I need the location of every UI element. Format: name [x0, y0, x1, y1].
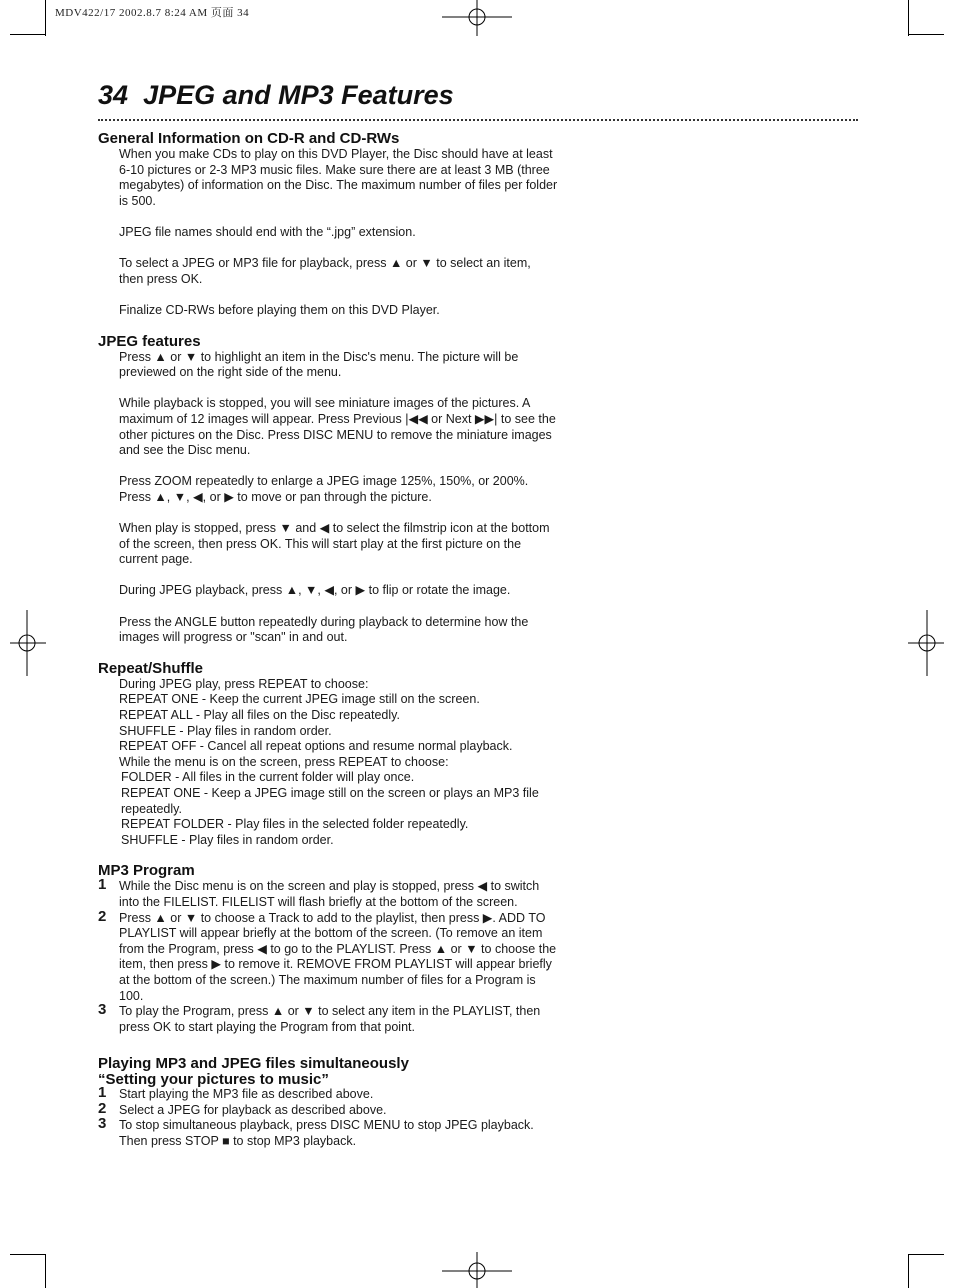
section-subheading: “Setting your pictures to music” [98, 1071, 329, 1089]
step-item [98, 876, 558, 910]
repeat-option: SHUFFLE - Play files in random order. [119, 723, 332, 738]
page-title-text: JPEG and MP3 Features [143, 80, 454, 110]
step-text: Press ▲ or ▼ to choose a Track to add to the playlist, then press ▶. ADD TO PLAYLIST will appear briefly at the bottom of the screen. (To remove an item from the Program, press ◀ to go to the PLAYLIST. Press ▲ or ▼ to choose the item, then press ▶ to remove it. REMOVE FROM PLAYLIST will appear briefly at the bottom of the screen.) The maximum number of files for a Program is 100. [119, 910, 557, 1003]
registration-mark-right [908, 610, 944, 676]
repeat-menu-option: REPEAT ONE - Keep a JPEG image still on the screen or plays an MP3 file repeatedly. [121, 785, 539, 816]
page-content [98, 130, 558, 1156]
step-text: While the Disc menu is on the screen and play is stopped, press ◀ to switch into the FILELIST. FILELIST will flash briefly at the bottom of the screen. [119, 879, 540, 909]
step-number: 3 [98, 1001, 107, 1019]
section-heading: Playing MP3 and JPEG files simultaneously [98, 1055, 409, 1073]
section-jpeg-features [98, 333, 558, 646]
step-number: 3 [98, 1115, 107, 1133]
repeat-menu-option: REPEAT FOLDER - Play files in the selected folder repeatedly. [121, 817, 469, 832]
title-dotted-rule [98, 119, 858, 121]
section-heading: JPEG features [98, 332, 201, 350]
step-text: Select a JPEG for playback as described above. [119, 1102, 387, 1117]
repeat-menu-option: SHUFFLE - Play files in random order. [121, 832, 334, 847]
step-item [98, 1001, 558, 1035]
step-text: Start playing the MP3 file as described above. [119, 1087, 374, 1102]
step-item [98, 1099, 558, 1119]
registration-mark-left [10, 610, 46, 676]
step-item [98, 1084, 558, 1103]
step-number: 1 [98, 1084, 107, 1102]
paragraph: Press ZOOM repeatedly to enlarge a JPEG image 125%, 150%, or 200%. Press ▲, ▼, ◀, or ▶ to move or pan through the picture. [119, 474, 529, 504]
step-number: 1 [98, 876, 107, 894]
repeat-option: REPEAT OFF - Cancel all repeat options and resume normal playback. [119, 739, 513, 754]
section-mp3-program [98, 862, 558, 1035]
section-heading: MP3 Program [98, 862, 195, 880]
paragraph: Press the ANGLE button repeatedly during playback to determine how the images will progress or "scan" in and out. [119, 614, 529, 645]
simultaneous-steps [98, 1084, 558, 1149]
print-header: MDV422/17 2002.8.7 8:24 AM 页面 34 [55, 7, 250, 19]
page-number: 34 [98, 80, 129, 110]
step-text: To stop simultaneous playback, press DISC MENU to stop JPEG playback. Then press STOP ■ to stop MP3 playback. [119, 1118, 534, 1149]
registration-mark-bottom [442, 1252, 512, 1288]
repeat-option: REPEAT ALL - Play all files on the Disc repeatedly. [119, 708, 400, 722]
paragraph: During JPEG playback, press ▲, ▼, ◀, or ▶ to flip or rotate the image. [119, 583, 511, 598]
section-heading: Repeat/Shuffle [98, 659, 204, 677]
step-item [98, 907, 558, 1005]
step-number: 2 [98, 907, 107, 925]
step-text: To play the Program, press ▲ or ▼ to select any item in the PLAYLIST, then press OK to start playing the Program from that point. [119, 1004, 541, 1034]
paragraph: JPEG file names should end with the “.jpg” extension. [119, 224, 416, 239]
section-general [98, 130, 558, 319]
mp3-steps [98, 876, 558, 1035]
section-heading: General Information on CD-R and CD-RWs [98, 130, 400, 147]
page-title [98, 80, 454, 111]
paragraph: Finalize CD-RWs before playing them on this DVD Player. [119, 302, 440, 317]
step-item [98, 1115, 558, 1149]
paragraph: While playback is stopped, you will see miniature images of the pictures. A maximum of 12 images will appear. Press Previous |◀◀ or Next ▶▶| to see the other pictures on the Disc. Press DISC MENU to remove the miniature images and see the Disc menu. [119, 396, 556, 458]
paragraph: Press ▲ or ▼ to highlight an item in the Disc's menu. The picture will be previewed on the right side of the menu. [119, 349, 519, 380]
repeat-intro: During JPEG play, press REPEAT to choose: [119, 676, 369, 691]
paragraph: When you make CDs to play on this DVD Player, the Disc should have at least 6-10 pictures or 2-3 MP3 music files. Make sure there are at least 3 MB (three megabytes) of information on the Disc. The maximum number of files per folder is 500. [119, 147, 558, 208]
repeat-menu-option: FOLDER - All files in the current folder will play once. [121, 770, 415, 785]
registration-mark-top [442, 0, 512, 36]
repeat-options [119, 677, 558, 849]
paragraph: When play is stopped, press ▼ and ◀ to select the filmstrip icon at the bottom of the screen, then press OK. This will start play at the first picture on the current page. [119, 521, 550, 567]
step-number: 2 [98, 1099, 107, 1117]
section-repeat-shuffle [98, 660, 558, 849]
paragraph: To select a JPEG or MP3 file for playback, press ▲ or ▼ to select an item, then press OK. [119, 256, 531, 286]
repeat-option: REPEAT ONE - Keep the current JPEG image still on the screen. [119, 692, 480, 707]
repeat-menu-intro: While the menu is on the screen, press REPEAT to choose: [119, 754, 449, 769]
section-simultaneous [98, 1055, 558, 1149]
